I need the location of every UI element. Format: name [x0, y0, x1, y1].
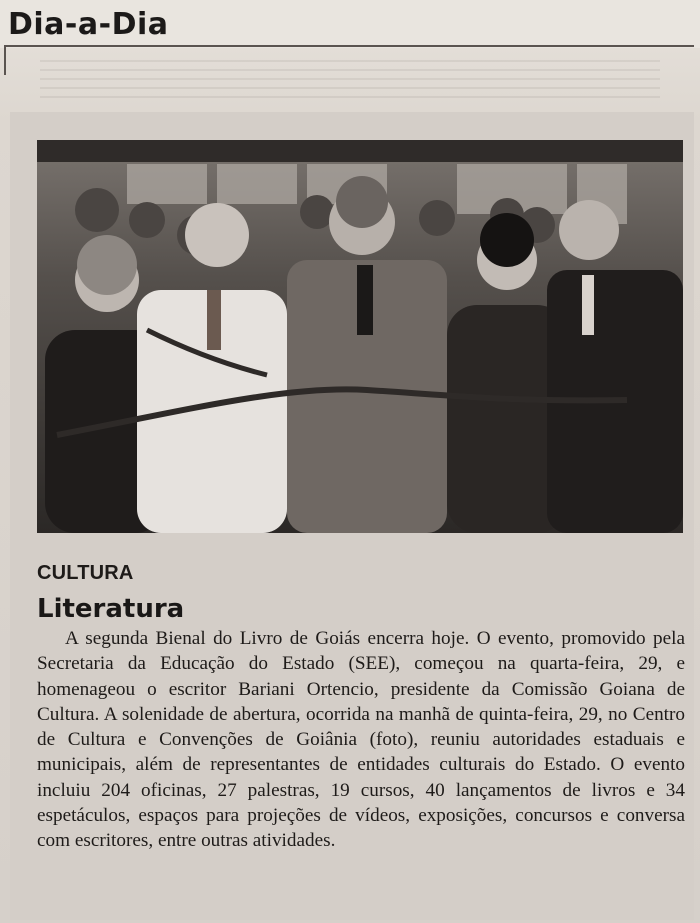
faded-text-strip [40, 60, 660, 100]
header-rule-left [4, 45, 6, 75]
header-rule [4, 45, 694, 47]
article-kicker: CULTURA [37, 562, 134, 584]
photo-illustration [37, 140, 683, 533]
article-headline: Literatura [37, 594, 185, 624]
article-body: A segunda Bienal do Livro de Goiás encerra hoje. O evento, promovido pela Secretaria da Educação do Estado (SEE), começou na quarta-feira, 29, e homenageou o escritor Bariani Ortencio, presidente da Comissão Goiana de Cultura. A solenidade de abertura, ocorrida na manhã de quinta-feira, 29, no Centro de Cultura e Convenções de Goiânia (foto), reuniu autoridades estaduais e municipais, além de representantes de entidades culturais do Estado. O evento incluiu 204 oficinas, 27 palestras, 19 cursos, 40 lançamentos de livros e 34 espetáculos, espaços para projeções de vídeos, exposições, concursos e conversa com escritores, entre outras atividades. [37, 628, 685, 852]
ceiling [37, 140, 683, 162]
section-title: Dia-a-Dia [8, 7, 169, 42]
section-header [0, 0, 700, 48]
ribbon-cutting-photo [37, 140, 683, 533]
